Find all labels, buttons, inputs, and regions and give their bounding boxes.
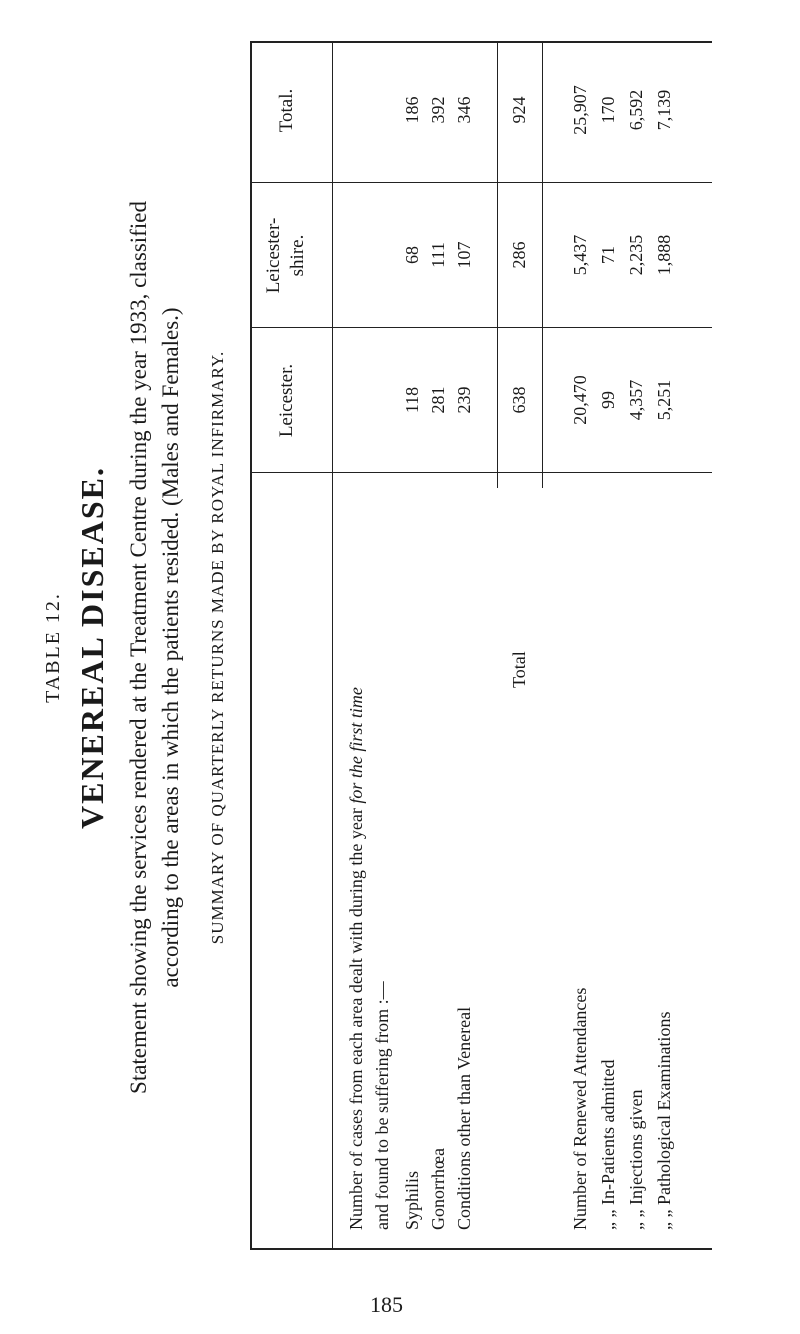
header-leicestershire: Leicester- shire. [263, 217, 308, 294]
cell-renewed-leicester: 20,470 [570, 375, 590, 425]
section-heading-text: Number of cases from each area dealt with during the year [346, 803, 366, 1230]
cell-other-leicester: 239 [454, 386, 474, 414]
header-divider [332, 43, 333, 1248]
cell-renewed-leicestershire: 5,437 [570, 234, 590, 276]
cell-syphilis-total: 186 [402, 96, 422, 124]
cell-inpatients-leicester: 99 [598, 391, 618, 409]
table-number: TABLE 12. [42, 592, 64, 703]
section-heading-emphasis: for the first time [346, 687, 366, 804]
cell-pathological-leicestershire: 1,888 [654, 234, 674, 276]
description-line-2: according to the areas in which the patients resided. (Males and Females.) [158, 307, 183, 988]
header-leicester: Leicester. [276, 363, 297, 438]
cell-other-leicestershire: 107 [454, 241, 474, 269]
section-heading-continued: and found to be suffering from :— [372, 981, 392, 1230]
row-label-in-patients: „ „ In-Patients admitted [598, 1059, 618, 1230]
header-total: Total. [276, 88, 297, 133]
cell-syphilis-leicester: 118 [402, 386, 422, 414]
page-title: VENEREAL DISEASE. [74, 466, 110, 829]
cell-gonorrhoea-leicester: 281 [428, 386, 448, 414]
row-label-pathological: „ „ Pathological Examinations [654, 1011, 674, 1230]
cell-other-total: 346 [454, 96, 474, 124]
column-divider [252, 327, 712, 328]
description-line-1: Statement showing the services rendered at the Treatment Centre during the year 1933, classified [126, 201, 151, 1094]
cell-gonorrhoea-total: 392 [428, 96, 448, 124]
cell-inpatients-leicestershire: 71 [598, 246, 618, 264]
cell-total-leicestershire: 286 [509, 241, 529, 269]
total-top-rule [497, 43, 498, 488]
cell-gonorrhoea-leicestershire: 111 [428, 242, 448, 268]
row-label-injections: „ „ Injections given [626, 1089, 646, 1230]
page-number: 185 [370, 1292, 403, 1317]
cell-syphilis-leicestershire: 68 [402, 246, 422, 264]
row-label-renewed-attendances: Number of Renewed Attendances [570, 987, 590, 1230]
data-table [250, 41, 712, 1250]
row-label-syphilis: Syphilis [402, 1170, 422, 1230]
row-label-other: Conditions other than Venereal [454, 1006, 474, 1230]
cell-renewed-total: 25,907 [570, 85, 590, 135]
row-label-gonorrhoea: Gonorrhœa [428, 1148, 448, 1230]
cell-pathological-leicester: 5,251 [654, 379, 674, 421]
total-bottom-rule [542, 43, 543, 488]
rotated-page [40, 45, 740, 1250]
section-heading [346, 485, 367, 1230]
cell-pathological-total: 7,139 [654, 89, 674, 131]
cell-inpatients-total: 170 [598, 96, 618, 124]
column-divider [252, 182, 712, 183]
column-divider [252, 472, 712, 473]
cell-total-total: 924 [509, 96, 529, 124]
summary-heading: SUMMARY OF QUARTERLY RETURNS MADE BY ROYAL INFIRMARY. [208, 350, 227, 945]
cell-injections-leicester: 4,357 [626, 379, 646, 421]
cell-injections-total: 6,592 [626, 89, 646, 131]
row-label-total: Total [509, 651, 529, 688]
cell-injections-leicestershire: 2,235 [626, 234, 646, 276]
cell-total-leicester: 638 [509, 386, 529, 414]
